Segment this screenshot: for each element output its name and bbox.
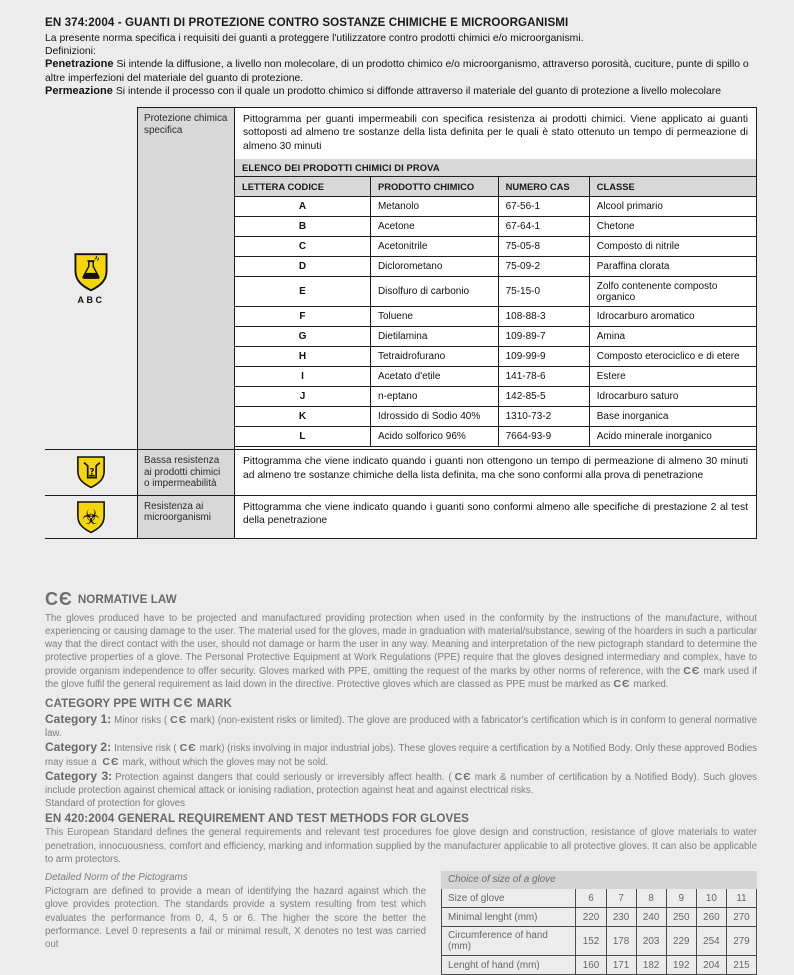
code-letter: D: [235, 257, 370, 277]
pictogram-note-column: [45, 871, 426, 975]
size-value: 6: [576, 889, 606, 908]
paragraph-segment: marked.: [633, 678, 669, 690]
table-row: [442, 927, 757, 956]
table-row: [235, 327, 756, 347]
table-row: [442, 889, 757, 908]
definition-permeazione: [45, 85, 757, 98]
svg-text:?: ?: [89, 467, 95, 478]
row-description: Pittogramma per guanti impermeabili con specifica resistenza ai prodotti chimici. Viene applicato ai guanti sottoposti ad almeno tre sostanze della lista definita per le quali è stato ottenuto un tempo di permeazione di almeno 30 minuti: [243, 114, 748, 152]
code-letter: K: [235, 407, 370, 427]
size-value: 260: [696, 908, 726, 927]
paragraph-segment: mark) (non-existent risks or limited). The glove are produced with a fabricator's certification which is in conform to general normative law.: [45, 714, 757, 740]
pictogram-table: [45, 107, 757, 539]
pictogram-note-paragraph: Pictogram are defined to provide a mean of identifying the hazard against which the glove provides protection. The standards provide a system resulting from test which evaluates the performance from 0, 4, 5 or 6. The higher the score the better the performance. Level 0 represents a fail or minimal result, X denotes no test was carried out: [45, 886, 426, 950]
table-row: [235, 307, 756, 327]
page-title: EN 374:2004 - GUANTI DI PROTEZIONE CONTRO SOSTANZE CHIMICHE E MICROORGANISMI: [45, 16, 569, 29]
bottom-columns: [45, 871, 757, 975]
category-ppe-heading: [45, 694, 757, 712]
chemical-name: Dietilamina: [370, 327, 498, 347]
size-value: 171: [606, 956, 636, 975]
definition-term: Penetrazione: [45, 58, 114, 71]
cas-number: 75-05-8: [498, 237, 589, 257]
size-value: 240: [636, 908, 666, 927]
ce-mark-icon: CЄ: [102, 755, 120, 768]
ce-mark-icon: CЄ: [173, 694, 194, 710]
table-row: [235, 197, 756, 217]
table-row: [235, 237, 756, 257]
size-value: 220: [576, 908, 606, 927]
paragraph-segment: The gloves produced have to be projected and manufactured providing protection when used in the conformity by the instructions of the manufacture, without experiencing or causing damage to the user. The material used for the gloves, made in graduation with material/substance, sewing of the hoarders in such a particular way that the direct contact with the user, should not damage or harm the user in any way. Meaning and interpretation of the new pictograph standard to determine the protective properties of a glove. The Personal Protective Equipment at Work Regulations (PPE) require that the gloves designed intermediary and complex, have to provide organism independence to offer security. Gloves marked with PPE, omitting the request of the marks by other norms of reference, with the: [45, 612, 757, 677]
size-value: 229: [666, 927, 696, 956]
size-table-title: Choice of size of a glove: [441, 871, 757, 889]
code-letter: I: [235, 367, 370, 387]
row-description: Pittogramma che viene indicato quando i guanti non ottengono un tempo di permeazione di almeno 30 minuti ad almeno tre sostanze chimiche della lista definita, ma che sono conformi alla prova di penetrazione: [243, 456, 748, 481]
pictogram-cell: [45, 496, 137, 538]
glove-size-table: [441, 889, 757, 975]
normative-law-paragraph: [45, 612, 757, 691]
paragraph-segment: mark & number of certification by a Notified Body). Such gloves include protection against chemical attack or ionising radiation, protection against heat and against electrical risks.: [45, 771, 757, 796]
chemical-class: Estere: [589, 367, 756, 387]
chemical-class: Composto di nitrile: [589, 237, 756, 257]
category-1-block: [45, 713, 757, 740]
ce-mark-icon: CЄ: [45, 588, 73, 609]
chemical-name: Diclorometano: [370, 257, 498, 277]
size-value: 270: [726, 908, 756, 927]
size-value: 279: [726, 927, 756, 956]
normative-section: [45, 589, 757, 975]
code-letter: J: [235, 387, 370, 407]
table-row: [235, 277, 756, 307]
standard-protection-line: Standard of protection for gloves: [45, 798, 186, 810]
chemical-class: Base inorganica: [589, 407, 756, 427]
table-row-low-resistance: [45, 450, 757, 496]
table-row: [235, 407, 756, 427]
intro-text: La presente norma specifica i requisiti dei guanti a proteggere l'utilizzatore contro prodotti chimici e/o microorganismi.: [45, 33, 584, 44]
cas-number: 142-85-5: [498, 387, 589, 407]
row-label: Bassa resistenza ai prodotti chimici o impermeabilità: [137, 450, 234, 495]
column-header: LETTERA CODICE: [235, 177, 370, 197]
size-value: 152: [576, 927, 606, 956]
biohazard-shield-icon: [76, 500, 106, 534]
chemical-name: Toluene: [370, 307, 498, 327]
row-description: Pittogramma che viene indicato quando i guanti sono conformi almeno alle specifiche di prestazione 2 al test della penetrazione: [243, 501, 748, 527]
chemical-name: Metanolo: [370, 197, 498, 217]
size-row-label: Circumference of hand (mm): [442, 927, 576, 956]
size-value: 10: [696, 889, 726, 908]
chemical-name: Tetraidrofurano: [370, 347, 498, 367]
cas-number: 1310-73-2: [498, 407, 589, 427]
ce-mark-icon: CЄ: [179, 742, 197, 755]
pictogram-cell: [45, 107, 137, 449]
size-value: 254: [696, 927, 726, 956]
en420-paragraph: This European Standard defines the general requirements and relevant test procedures foe glove design and construction, resistance of glove materials to water penetration, innocuousness, comfort and efficiency, marking and information supplied by the manufacturer applicable to all protective gloves. It can also be applicable to arm protectors.: [45, 827, 757, 865]
row-label: Protezione chimica specifica: [137, 107, 234, 449]
code-letter: A: [235, 197, 370, 217]
paragraph-segment: Protection against dangers that could seriously or irreversibly affect health. (: [115, 771, 452, 783]
chemical-class: Amina: [589, 327, 756, 347]
chemical-class: Idrocarburo saturo: [589, 387, 756, 407]
code-letter: H: [235, 347, 370, 367]
cas-number: 67-56-1: [498, 197, 589, 217]
code-letter: B: [235, 217, 370, 237]
size-value: 160: [576, 956, 606, 975]
code-letter: E: [235, 277, 370, 307]
ce-mark-icon: CЄ: [454, 770, 472, 783]
paragraph-segment: Minor risks (: [114, 714, 168, 726]
heading-text: MARK: [196, 696, 232, 710]
chemical-name: Acetonitrile: [370, 237, 498, 257]
size-value: 203: [636, 927, 666, 956]
cas-number: 67-64-1: [498, 217, 589, 237]
chemical-table-band-title: ELENCO DEI PRODOTTI CHIMICI DI PROVA: [235, 159, 756, 177]
size-value: 192: [666, 956, 696, 975]
code-letter: L: [235, 427, 370, 447]
row-content: [234, 450, 757, 495]
size-row-label: Minimal lenght (mm): [442, 908, 576, 927]
cas-number: 109-99-9: [498, 347, 589, 367]
chemical-class: Alcool primario: [589, 197, 756, 217]
ce-mark-icon: CЄ: [683, 664, 701, 677]
pictogram-cell: [45, 450, 137, 495]
category-3-block: [45, 770, 757, 797]
cas-number: 109-89-7: [498, 327, 589, 347]
row-content: [234, 496, 757, 538]
chemical-name: Acido solforico 96%: [370, 427, 498, 447]
size-value: 230: [606, 908, 636, 927]
cas-number: 75-09-2: [498, 257, 589, 277]
table-row: [442, 956, 757, 975]
column-header: CLASSE: [589, 177, 756, 197]
table-row: [235, 427, 756, 447]
size-value: 7: [606, 889, 636, 908]
category-label: Category 2:: [45, 740, 112, 755]
size-value: 204: [696, 956, 726, 975]
row-label: Resistenza ai microorganismi: [137, 496, 234, 538]
ce-mark-icon: CЄ: [613, 677, 631, 690]
en420-heading: EN 420:2004 GENERAL REQUIREMENT AND TEST METHODS FOR GLOVES: [45, 812, 469, 826]
size-value: 250: [666, 908, 696, 927]
pictogram-note-title: Detailed Norm of the Pictograms: [45, 871, 188, 883]
heading-text: NORMATIVE LAW: [77, 592, 177, 606]
chemical-class: Composto eterociclico e di etere: [589, 347, 756, 367]
size-value: 215: [726, 956, 756, 975]
paragraph-segment: Intensive risk (: [114, 743, 177, 755]
table-row: [235, 217, 756, 237]
chemical-class: Acido minerale inorganico: [589, 427, 756, 447]
cas-number: 141-78-6: [498, 367, 589, 387]
definition-penetrazione: [45, 58, 757, 84]
chemical-name: Acetato d'etile: [370, 367, 498, 387]
cas-number: 108-88-3: [498, 307, 589, 327]
table-row: [442, 908, 757, 927]
definition-term: Permeazione: [45, 84, 113, 97]
table-row: [235, 387, 756, 407]
size-value: 9: [666, 889, 696, 908]
normative-law-heading: [45, 589, 757, 610]
table-row-microorganisms: [45, 496, 757, 539]
size-value: 182: [636, 956, 666, 975]
chemical-name: n-eptano: [370, 387, 498, 407]
size-row-label: Size of glove: [442, 889, 576, 908]
paragraph-segment: mark used if the glove fulfil the general requirement as laid down in the directive. Protective gloves which are classed as PPE must be marked as: [45, 665, 757, 690]
code-letter: C: [235, 237, 370, 257]
size-value: 11: [726, 889, 756, 908]
table-row: [235, 347, 756, 367]
definition-text: Si intende la diffusione, a livello non molecolare, di un prodotto chimico e/o microorganismo, attraverso porosità, cuciture, punte di spillo o altre imperfezioni del materiale del guanto di protezione.: [45, 59, 749, 84]
chemical-name: Disolfuro di carbonio: [370, 277, 498, 307]
paragraph-segment: mark) (risks involving in major industrial jobs). These gloves require a certification by a Notified Body. Only these approved Bodies may issue a: [45, 743, 757, 768]
paragraph-segment: mark, without which the gloves may not be sold.: [122, 756, 329, 768]
category-2-block: [45, 741, 757, 768]
chemical-name: Idrossido di Sodio 40%: [370, 407, 498, 427]
definition-text: Si intende il processo con il quale un prodotto chimico si diffonde attraverso il materiale del guanto di protezione a livello molecolare: [115, 85, 721, 97]
category-label: Category 1:: [45, 711, 112, 726]
cas-number: 75-15-0: [498, 277, 589, 307]
column-header: PRODOTTO CHIMICO: [370, 177, 498, 197]
cas-number: 7664-93-9: [498, 427, 589, 447]
table-row-chemical-protection: [45, 107, 757, 450]
chemical-name: Acetone: [370, 217, 498, 237]
chemical-table-header-row: [235, 177, 756, 197]
code-letter: F: [235, 307, 370, 327]
low-chemical-resistance-shield-icon: [76, 455, 106, 489]
chemical-flask-shield-icon: [73, 252, 109, 292]
definitions-label: Definizioni:: [45, 46, 96, 58]
size-row-label: Lenght of hand (mm): [442, 956, 576, 975]
chemical-class: Zolfo contenente composto organico: [589, 277, 756, 307]
svg-text:☣: ☣: [81, 504, 101, 529]
size-value: 8: [636, 889, 666, 908]
abc-code-label: ABC: [77, 294, 105, 305]
glove-size-column: [441, 871, 757, 975]
column-header: NUMERO CAS: [498, 177, 589, 197]
chemical-class: Paraffina clorata: [589, 257, 756, 277]
row-content: [234, 107, 757, 449]
chemical-class: Idrocarburo aromatico: [589, 307, 756, 327]
ce-mark-icon: CЄ: [170, 713, 188, 726]
category-label: Category 3:: [45, 768, 113, 783]
chemical-products-table: [235, 159, 756, 447]
chemical-class: Chetone: [589, 217, 756, 237]
heading-text: CATEGORY PPE WITH: [45, 696, 171, 710]
size-value: 178: [606, 927, 636, 956]
table-row: [235, 367, 756, 387]
table-row: [235, 257, 756, 277]
code-letter: G: [235, 327, 370, 347]
